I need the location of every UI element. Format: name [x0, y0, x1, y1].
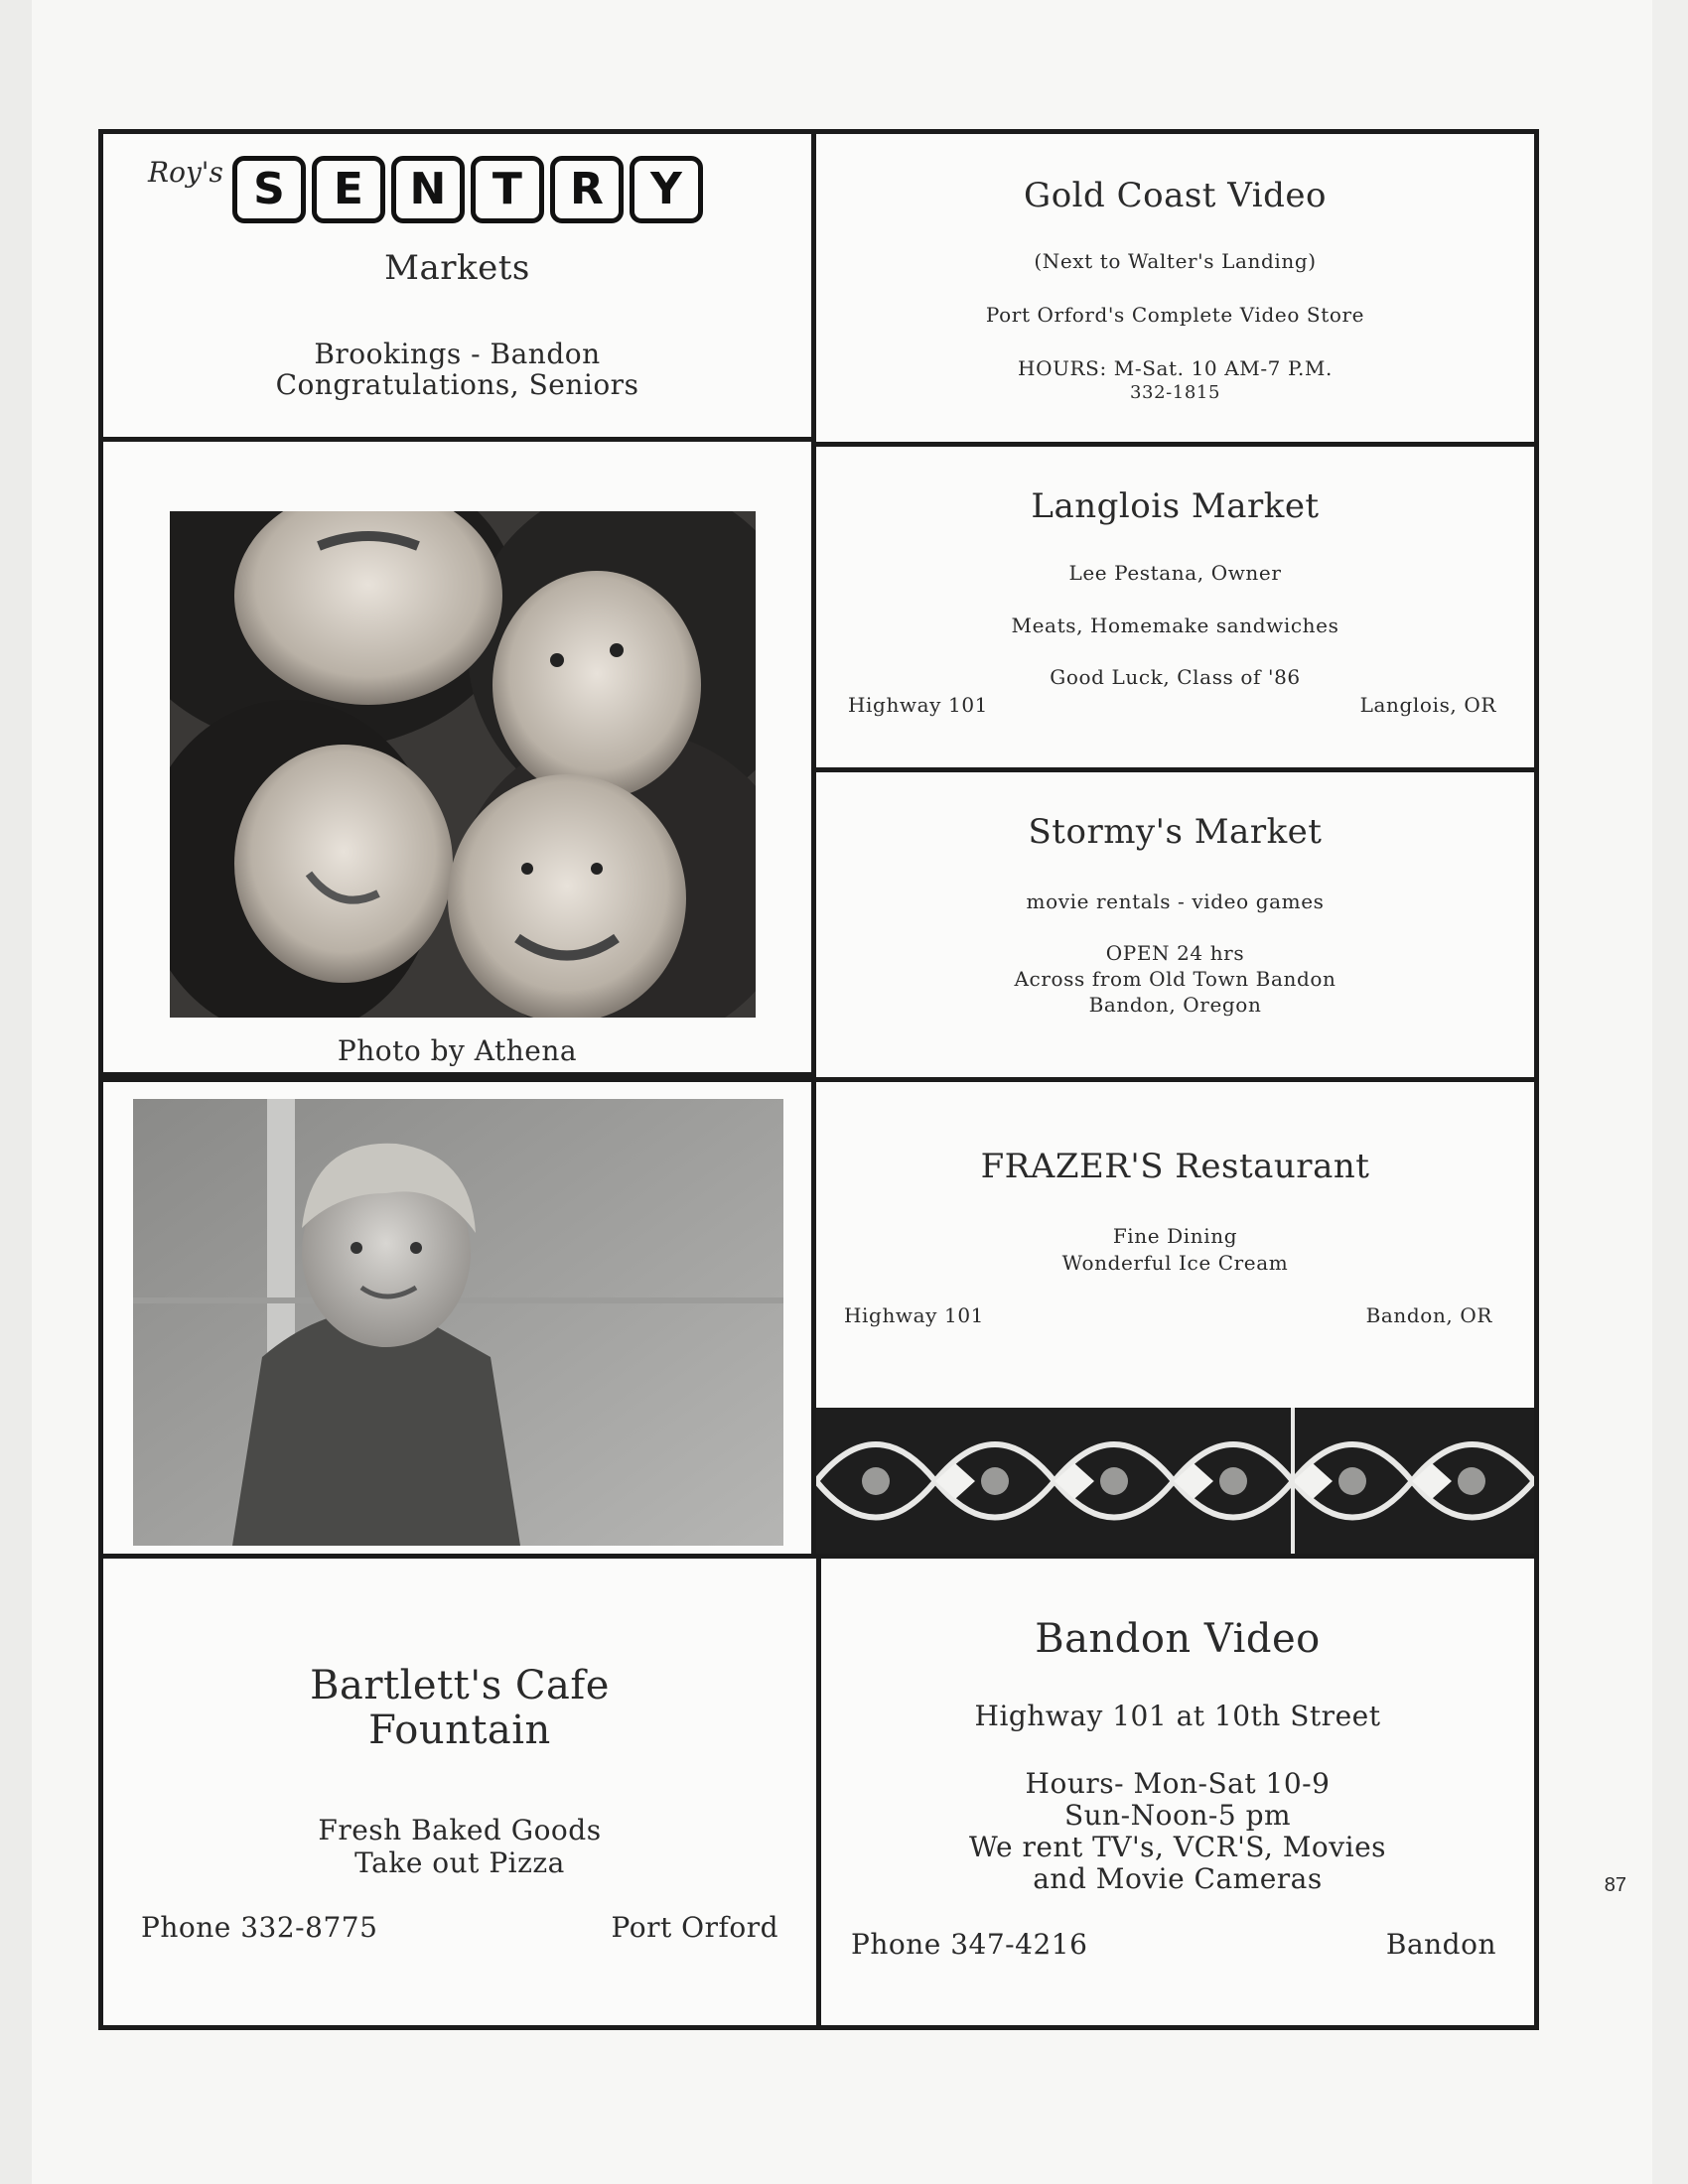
sentry-ad [98, 129, 816, 442]
langlois-right: Langlois, OR [1359, 693, 1496, 717]
sentry-line1: Brookings - Bandon [314, 338, 601, 370]
frazers-left: Highway 101 [844, 1303, 984, 1327]
stormys-line1: movie rentals - video games [1026, 889, 1325, 913]
langlois-left: Highway 101 [848, 693, 988, 717]
bandon-video-line1: Highway 101 at 10th Street [974, 1700, 1381, 1732]
stormys-title: Stormy's Market [1028, 812, 1323, 852]
bandon-video-title: Bandon Video [1035, 1616, 1321, 1662]
bartletts-line1: Fresh Baked Goods [318, 1814, 602, 1846]
sentry-logo-prefix: Roy's [148, 156, 223, 189]
bandon-video-right: Bandon [1385, 1928, 1496, 1961]
photo-boy-ad [98, 1077, 816, 1559]
frazers-right: Bandon, OR [1365, 1303, 1492, 1327]
sentry-letter: S [232, 156, 306, 223]
sentry-letter: R [550, 156, 624, 223]
bandon-video-left: Phone 347-4216 [851, 1928, 1088, 1961]
decorative-border-pattern [816, 1408, 1534, 1554]
bandon-video-ad [816, 1554, 1539, 2030]
langlois-title: Langlois Market [1031, 486, 1320, 526]
gold-coast-ad [811, 129, 1539, 447]
sentry-subtitle: Markets [384, 248, 530, 288]
bartletts-title1: Bartlett's Cafe [310, 1663, 610, 1708]
frazers-title: FRAZER'S Restaurant [980, 1147, 1370, 1186]
bartletts-line2: Take out Pizza [354, 1846, 565, 1879]
bartletts-title2: Fountain [368, 1707, 551, 1753]
langlois-line2: Meats, Homemake sandwiches [1011, 614, 1339, 637]
gold-coast-line1: (Next to Walter's Landing) [1034, 249, 1317, 273]
stormys-line2: OPEN 24 hrs [1105, 941, 1245, 965]
langlois-ad [811, 442, 1539, 772]
frazers-line1: Fine Dining [1112, 1224, 1238, 1248]
gold-coast-line2: Port Orford's Complete Video Store [985, 303, 1365, 327]
bandon-video-line4: We rent TV's, VCR'S, Movies [968, 1831, 1387, 1863]
sentry-logo [148, 156, 709, 223]
page-number: 87 [1604, 1874, 1626, 1896]
sentry-line2: Congratulations, Seniors [275, 368, 639, 401]
gold-coast-line3: HOURS: M-Sat. 10 AM-7 P.M. [1018, 356, 1333, 380]
bandon-video-line3: Sun-Noon-5 pm [1063, 1799, 1292, 1832]
bandon-video-line5: and Movie Cameras [1033, 1862, 1323, 1895]
langlois-line3: Good Luck, Class of '86 [1050, 665, 1301, 689]
sentry-letter: N [391, 156, 465, 223]
frazers-line2: Wonderful Ice Cream [1061, 1251, 1289, 1275]
group-photo [170, 511, 756, 1018]
stormys-line4: Bandon, Oregon [1088, 993, 1262, 1017]
bandon-video-line2: Hours- Mon-Sat 10-9 [1025, 1767, 1331, 1800]
sentry-letter: Y [630, 156, 703, 223]
stormys-line3: Across from Old Town Bandon [1014, 967, 1336, 991]
sentry-letter: E [312, 156, 385, 223]
sentry-letter: T [471, 156, 544, 223]
boy-photo [133, 1099, 783, 1546]
stormys-ad [811, 767, 1539, 1082]
bartletts-right: Port Orford [611, 1911, 778, 1944]
gold-coast-title: Gold Coast Video [1024, 176, 1327, 215]
langlois-line1: Lee Pestana, Owner [1068, 561, 1282, 585]
bartletts-ad [98, 1554, 821, 2030]
frazers-ad [811, 1077, 1539, 1559]
photo-caption: Photo by Athena [337, 1034, 578, 1067]
bartletts-left: Phone 332-8775 [141, 1911, 378, 1944]
gold-coast-line4: 332-1815 [1129, 382, 1221, 403]
photo-group-ad [98, 437, 816, 1077]
